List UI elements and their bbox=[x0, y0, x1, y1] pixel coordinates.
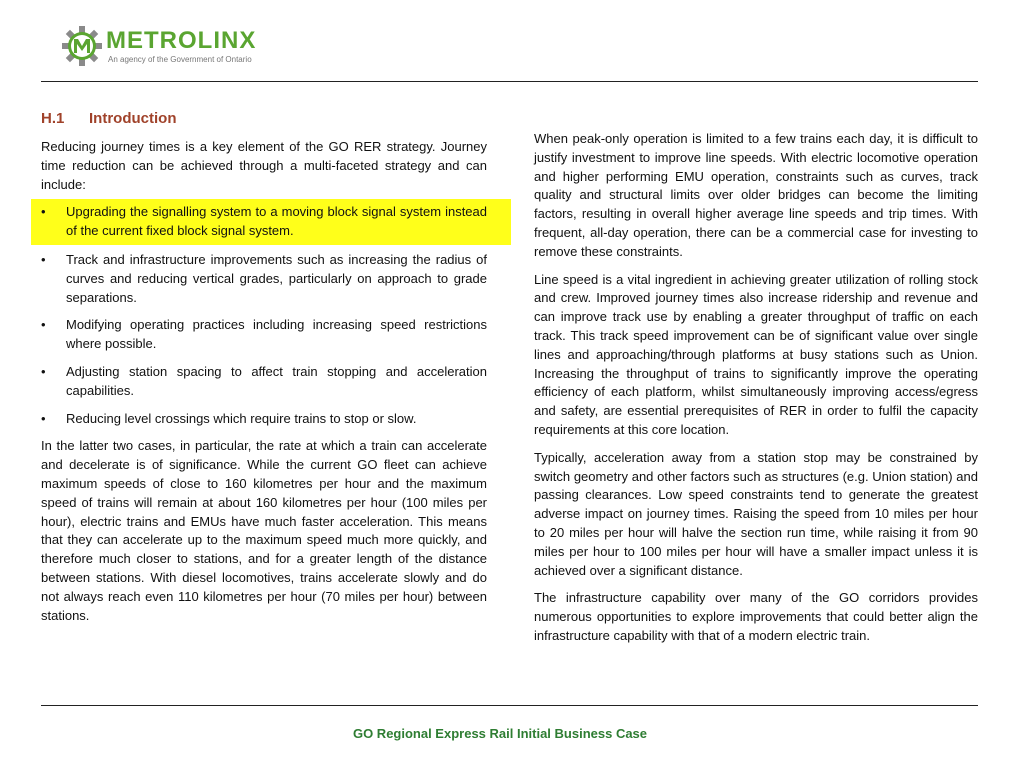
footer-title: GO Regional Express Rail Initial Business Case bbox=[352, 726, 648, 741]
metrolinx-m-icon bbox=[62, 26, 102, 66]
body-paragraph: When peak-only operation is limited to a few trains each day, it is difficult to justify investment to improve line speeds. With electric locomotive operation and higher performing EMU operation, constraints such as curves, track quality and structural limits over older bridges can become the limiting factors, resulting in overall higher average line speeds and trip times. With frequent, all-day operation, there can be a commercial case for investing to remove these constraints. bbox=[534, 131, 978, 259]
bullet-text: Track and infrastructure improvements such as increasing the radius of curves and reducing vertical grades, particularly on approach to grade separations. bbox=[66, 251, 487, 305]
footer-divider bbox=[41, 705, 978, 706]
body-paragraph: Typically, acceleration away from a station stop may be constrained by switch geometry and other factors such as structures (e.g. Union station) and passing clearances. Low speed constraints tend to generate the greatest adverse impact on journey times. Raising the speed from 10 miles per hour to 20 miles per hour will halve the section run time, while raising it from 90 miles per hour to 100 miles per hour will have a smaller impact unless it is achieved over a significant distance. bbox=[534, 449, 978, 578]
body-paragraph: The infrastructure capability over many of the GO corridors provides numerous opportunities to explore improvements that could better align the infrastructure capability with that of a modern electric train. bbox=[534, 590, 978, 643]
header-divider bbox=[41, 81, 978, 82]
intro-paragraph: Reducing journey times is a key element of the GO RER strategy. Journey time reduction can be achieved through a multi-faceted strategy and can include: bbox=[41, 139, 487, 192]
bullet-dot: • bbox=[41, 317, 46, 333]
bullet-text: Adjusting station spacing to affect train stopping and acceleration capabilities. bbox=[66, 363, 487, 398]
right-column bbox=[534, 130, 978, 655]
bullet-text: Reducing level crossings which require trains to stop or slow. bbox=[66, 410, 417, 426]
section-heading bbox=[41, 108, 487, 130]
left-column bbox=[41, 108, 487, 634]
bullet-dot: • bbox=[41, 251, 46, 267]
acceleration-paragraph: In the latter two cases, in particular, the rate at which a train can accelerate and decelerate is of significance. While the current GO fleet can achieve maximum speeds of close to 160 kilometres per hour and the maximum speed of trains will remain at about 160 kilometres per hour (100 miles per hour), electric trains and EMUs have much faster acceleration. This means that they can accelerate up to the maximum speed much more quickly, and therefore much closer to stations, and for a greater length of the distance between stations. With diesel locomotives, trains accelerate slowly and do not always reach even 110 kilometres per hour (70 miles per hour) between stations. bbox=[41, 438, 487, 623]
bullet-text: Modifying operating practices including increasing speed restrictions where possible. bbox=[66, 317, 487, 352]
strategy-bullet-list bbox=[41, 199, 487, 428]
bullet-item bbox=[41, 363, 487, 401]
brand-tagline: An agency of the Government of Ontario bbox=[108, 55, 252, 64]
bullet-item bbox=[41, 316, 487, 354]
bullet-item-highlighted bbox=[31, 199, 511, 245]
bullet-dot: • bbox=[41, 204, 46, 220]
bullet-item bbox=[41, 410, 487, 429]
section-number: H.1 bbox=[41, 110, 65, 127]
bullet-dot: • bbox=[41, 363, 46, 379]
metrolinx-logo bbox=[62, 26, 302, 66]
bullet-text: Upgrading the signalling system to a moving block signal system instead of the current fixed block signal system. bbox=[66, 204, 487, 239]
section-title: Introduction bbox=[89, 110, 177, 127]
brand-name: METROLINX bbox=[106, 27, 257, 54]
bullet-dot: • bbox=[41, 410, 46, 426]
body-paragraph: Line speed is a vital ingredient in achieving greater utilization of rolling stock and crew. Improved journey times also increase ridership and revenue and can improve track use by enabling a greater throughput of traffic on each track. This track speed improvement can be of significant value over single lines and approaching/through platforms at busy stations such as Union. Increasing the throughput of trains to significantly improve the operating efficiency of each platform, whilst simultaneously improving access/egress and safety, are essential prerequisites of RER in order to fulfil the capacity requirements at this core location. bbox=[534, 271, 978, 437]
bullet-item bbox=[41, 251, 487, 307]
